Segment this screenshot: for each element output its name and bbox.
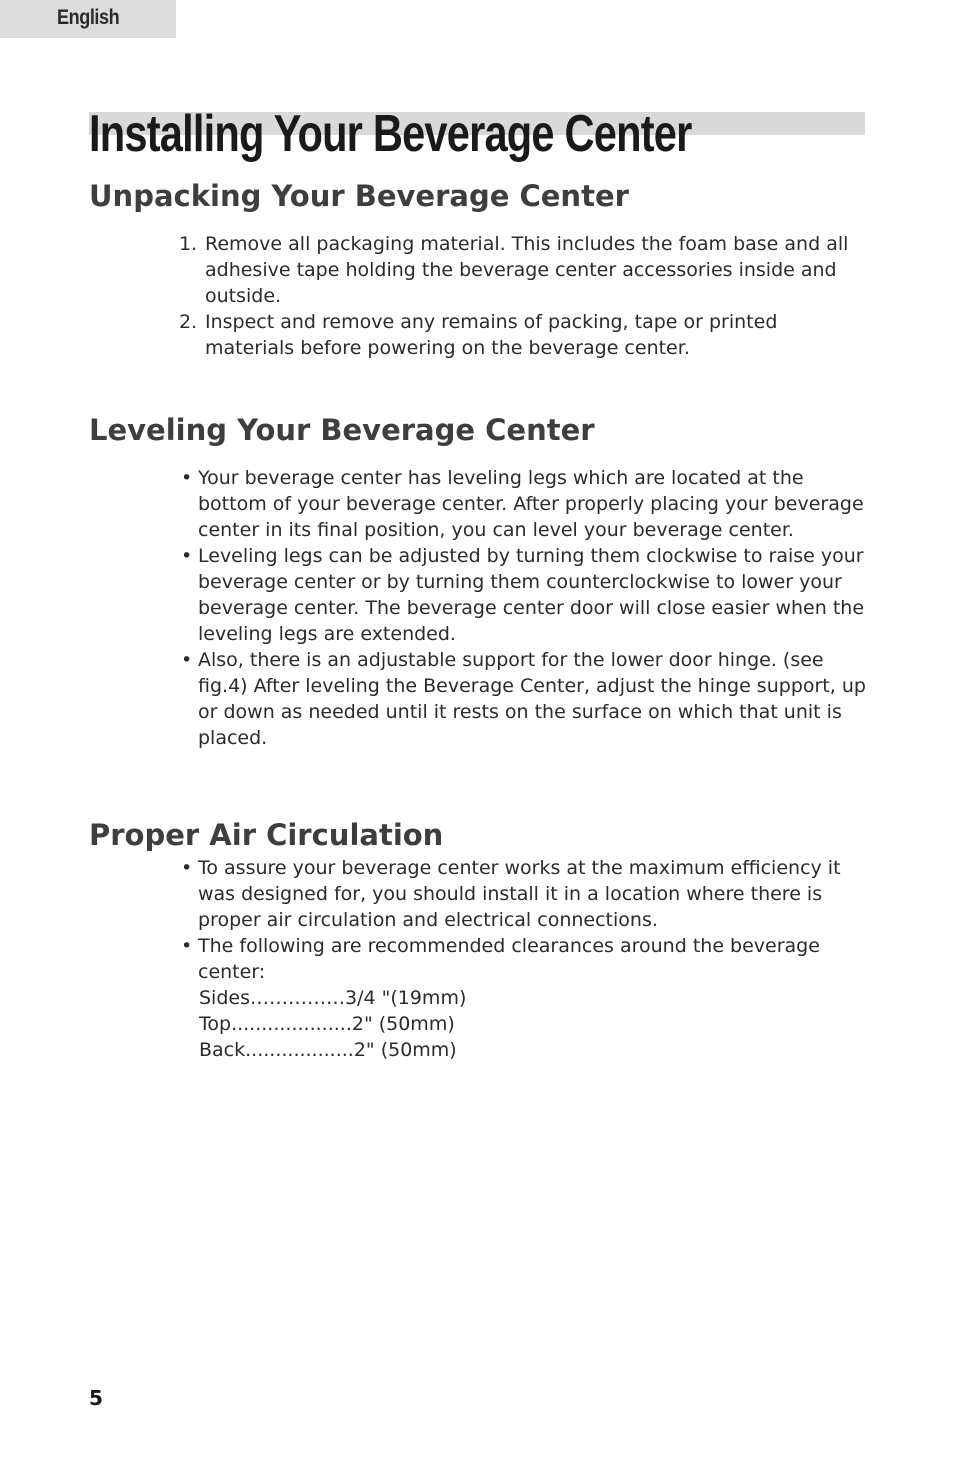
bullet: • (181, 935, 193, 957)
leveling-heading: Leveling Your Beverage Center (89, 413, 595, 447)
bullet: • (181, 545, 193, 567)
list-item-text: Leveling legs can be adjusted by turning them clockwise to raise your beverage center or by turning them counterclockwise to lower your beverage center. The beverage center door will close easier when the leveling legs are extended. (198, 545, 865, 645)
unpacking-list (0, 231, 865, 361)
clearance-top: Top....................2" (50mm) (199, 1013, 455, 1035)
list-item-text: To assure your beverage center works at the maximum efficiency it was designed for, you should install it in a location where there is proper air circulation and electrical connections. (198, 857, 841, 931)
language-label: English (57, 6, 120, 29)
list-item (0, 933, 868, 985)
bullet: • (181, 649, 193, 671)
list-item-text: Your beverage center has leveling legs which are located at the bottom of your beverage center. After properly placing your beverage center in its final position, you can level your beverage center. (198, 467, 864, 541)
list-item (0, 465, 868, 543)
list-item (0, 309, 865, 361)
clearance-sides: Sides……………3/4 "(19mm) (199, 987, 467, 1009)
list-item-text: Inspect and remove any remains of packing, tape or printed materials before powering on the beverage center. (205, 311, 778, 359)
bullet: • (181, 467, 193, 489)
bullet: • (181, 857, 193, 879)
list-marker: 2. (179, 311, 198, 333)
clearance-back: Back..................2" (50mm) (199, 1039, 457, 1061)
unpacking-heading: Unpacking Your Beverage Center (89, 179, 629, 213)
list-item-text: Also, there is an adjustable support for the lower door hinge. (see fig.4) After leveling the Beverage Center, adjust the hinge support, up or down as needed until it rests on the surface on which that unit is placed. (198, 649, 866, 749)
list-item (0, 647, 868, 751)
list-item (0, 231, 865, 309)
list-item-text: The following are recommended clearances around the beverage center: (198, 935, 820, 983)
air-circulation-heading: Proper Air Circulation (89, 818, 444, 852)
page-title: Installing Your Beverage Center (89, 105, 692, 163)
leveling-list (0, 465, 868, 751)
language-tab (0, 0, 176, 38)
list-marker: 1. (179, 233, 198, 255)
air-circulation-list (0, 855, 868, 985)
page-number: 5 (89, 1386, 103, 1410)
list-item (0, 855, 868, 933)
list-item (0, 543, 868, 647)
list-item-text: Remove all packaging material. This includes the foam base and all adhesive tape holding the beverage center accessories inside and outside. (205, 233, 849, 307)
